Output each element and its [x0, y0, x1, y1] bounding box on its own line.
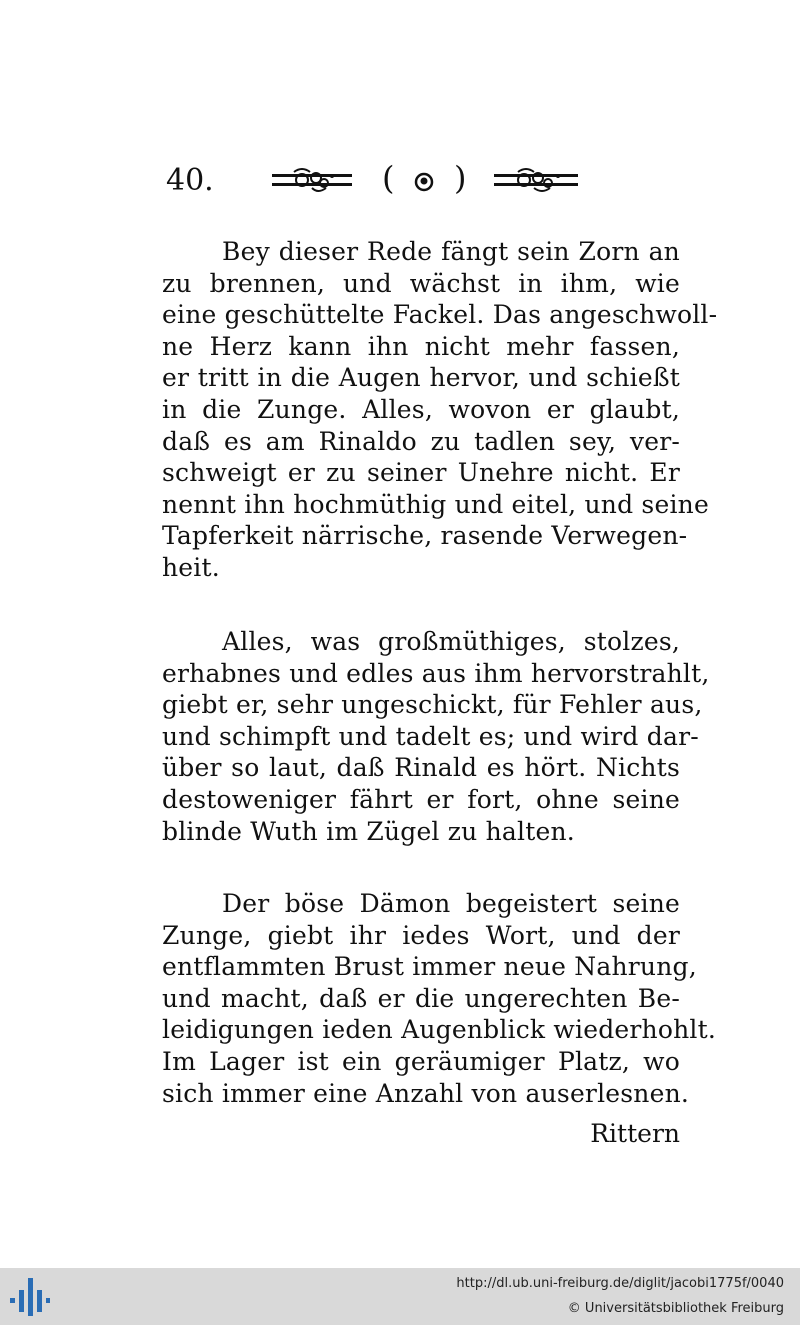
text-line: Zunge, giebt ihr iedes Wort, und der — [162, 920, 680, 950]
text-line: und macht, daß er die ungerechten Be- — [162, 983, 680, 1013]
ub-freiburg-logo-icon — [10, 1278, 50, 1316]
text-line: nennt ihn hochmüthig und eitel, und seine — [162, 489, 709, 519]
ornament-right-icon — [494, 166, 578, 196]
center-ornament-icon — [410, 170, 438, 194]
text-line: zu brennen, und wächst in ihm, wie — [162, 268, 680, 298]
text-line: daß es am Rinaldo zu tadlen sey, ver- — [162, 426, 680, 456]
paragraph-3 — [162, 888, 717, 1109]
paragraph-2 — [162, 626, 710, 847]
text-line: sich immer eine Anzahl von auserlesnen. — [162, 1078, 690, 1108]
text-line: leidigungen ieden Augenblick wiederhohlt. — [162, 1015, 717, 1045]
ornament-left-icon — [272, 166, 352, 196]
header-paren-open: ( — [382, 159, 395, 197]
page-header — [160, 160, 680, 204]
text-line: und schimpft und tadelt es; und wird dar- — [162, 721, 699, 751]
text-line: über so laut, daß Rinald es hört. Nichts — [162, 753, 680, 783]
text-line: eine geschüttelte Fackel. Das angeschwoll- — [162, 300, 718, 330]
text-line: in die Zunge. Alles, wovon er glaubt, — [162, 394, 680, 424]
copyright-notice: © Universitätsbibliothek Freiburg — [567, 1301, 784, 1316]
permalink-url[interactable]: http://dl.ub.uni-freiburg.de/diglit/jacobi1775f/0040 — [456, 1276, 784, 1291]
header-paren-close: ) — [454, 159, 467, 197]
text-line: erhabnes und edles aus ihm hervorstrahlt, — [162, 658, 710, 688]
text-line: ne Herz kann ihn nicht mehr fassen, — [162, 331, 680, 361]
text-line: Im Lager ist ein geräumiger Platz, wo — [162, 1046, 680, 1076]
text-line: er tritt in die Augen hervor, und schießt — [162, 363, 680, 393]
text-line: giebt er, sehr ungeschickt, für Fehler aus, — [162, 690, 703, 720]
page-number: 40. — [166, 163, 214, 198]
catchword: Rittern — [590, 1119, 680, 1148]
paragraph-1 — [162, 236, 718, 584]
text-line: heit. — [162, 552, 220, 582]
text-line: entflammten Brust immer neue Nahrung, — [162, 952, 697, 982]
text-line: Alles, was großmüthiges, stolzes, — [222, 627, 680, 656]
text-line: Bey dieser Rede fängt sein Zorn an — [222, 237, 680, 266]
text-line: schweigt er zu seiner Unehre nicht. Er — [162, 458, 680, 488]
text-line: Der böse Dämon begeistert seine — [222, 889, 680, 918]
text-line: blinde Wuth im Zügel zu halten. — [162, 816, 575, 846]
text-line: destoweniger fährt er fort, ohne seine — [162, 784, 680, 814]
text-line: Tapferkeit närrische, rasende Verwegen- — [162, 521, 688, 551]
viewer-footer — [0, 1268, 800, 1325]
